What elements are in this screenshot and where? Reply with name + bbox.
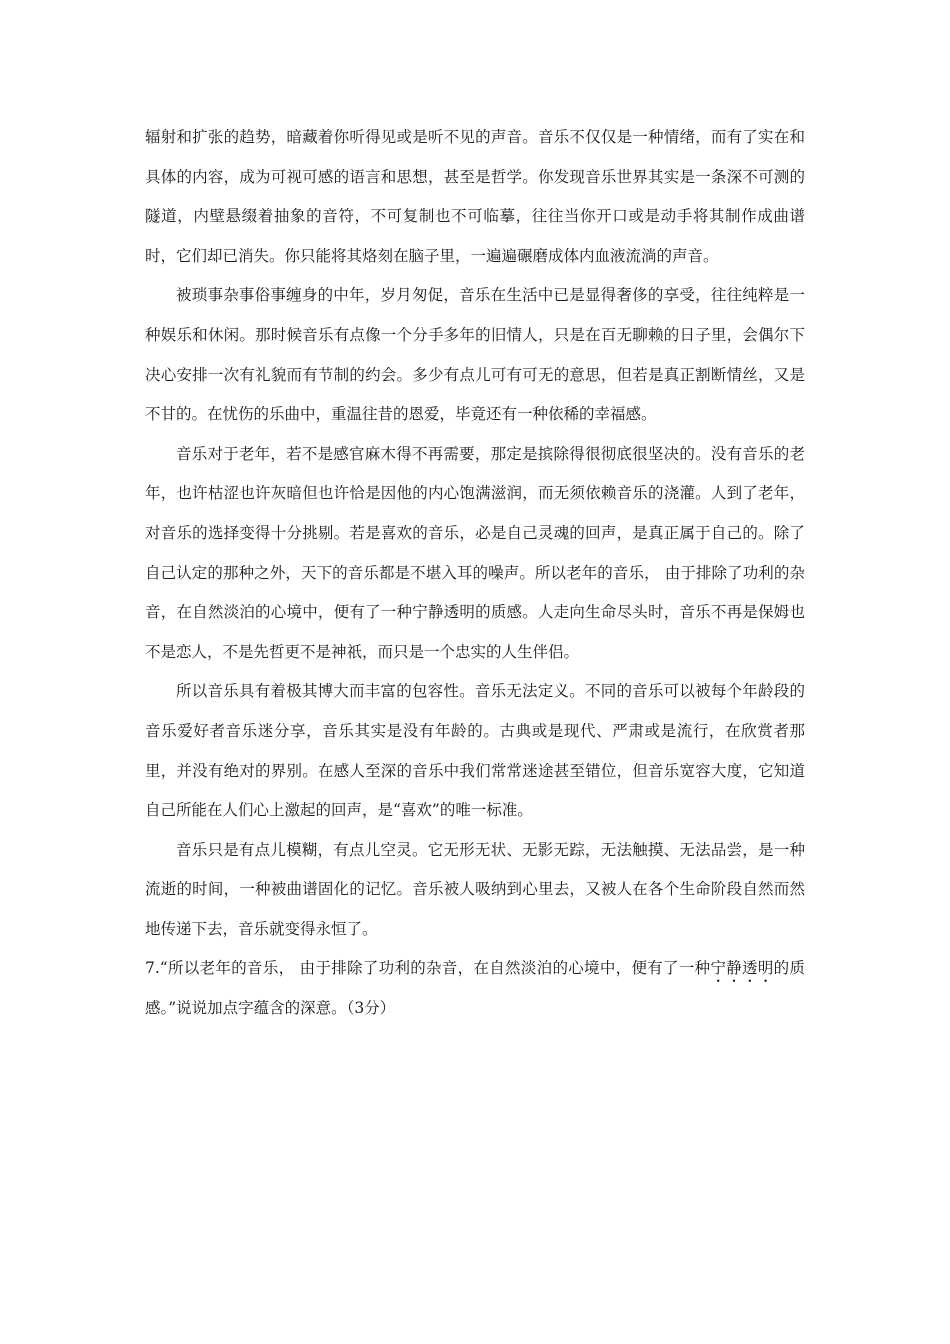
paragraph-4: 所以音乐具有着极其博大而丰富的包容性。音乐无法定义。不同的音乐可以被每个年龄段的音乐爱好者音乐迷分享，音乐其实是没有年龄的。古典或是现代、严肃或是流行，在欣赏者那里，并没有绝对的界别。在感人至深的音乐中我们常常迷途甚至错位，但音乐宽容大度，它知道自己所能在人们心上激起的回声，是“喜欢”的唯一标准。 [145, 682, 805, 820]
document-page [145, 118, 805, 1029]
paragraph-5: 音乐只是有点儿模糊，有点儿空灵。它无形无状、无影无踪，无法触摸、无法品尝，是一种流逝的时间，一种被曲谱固化的记忆。音乐被人吸纳到心里去，又被人在各个生命阶段自然而然地传递下去，音乐就变得永恒了。 [145, 840, 805, 938]
question-7-suffix: 的质感。”说说加点字蕴含的深意。（3分） [145, 959, 805, 1018]
paragraph-3: 音乐对于老年，若不是感官麻木得不再需要，那定是摈除得很彻底很坚决的。没有音乐的老年，也许枯涩也许灰暗但也许恰是因他的内心饱满滋润，而无须依赖音乐的浇灌。人到了老年，对音乐的选择变得十分挑剔。若是喜欢的音乐，必是自己灵魂的回声，是真正属于自己的。除了自己认定的那种之外，天下的音乐都是不堪入耳的噪声。所以老年的音乐， 由于排除了功利的杂音，在自然淡泊的心境中，便有了一种宁静透明的质感。人走向生命尽头时，音乐不再是保姆也不是恋人，不是先哲更不是神祇，而只是一个忠实的人生伴侣。 [145, 444, 805, 661]
question-7-prefix: 7.“所以老年的音乐， 由于排除了功利的杂音，在自然淡泊的心境中，便有了一种 [145, 959, 711, 978]
question-7 [145, 949, 805, 1028]
paragraph-2: 被琐事杂事俗事缠身的中年，岁月匆促，音乐在生活中已是显得奢侈的享受，往往纯粹是一种娱乐和休闲。那时候音乐有点像一个分手多年的旧情人，只是在百无聊赖的日子里，会偶尔下决心安排一次有礼貌而有节制的约会。多少有点儿可有可无的意思，但若是真正割断情丝，又是不甘的。在忧伤的乐曲中，重温往昔的恩爱，毕竟还有一种依稀的幸福感。 [145, 286, 805, 424]
question-7-emphasized-words: 宁静透明 [710, 959, 774, 978]
paragraph-1: 辐射和扩张的趋势，暗藏着你听得见或是听不见的声音。音乐不仅仅是一种情绪，而有了实在和具体的内容，成为可视可感的语言和思想，甚至是哲学。你发现音乐世界其实是一条深不可测的隧道，内壁悬缀着抽象的音符，不可复制也不可临摹，往往当你开口或是动手将其制作成曲谱时，它们却已消失。你只能将其烙刻在脑子里，一遍遍碾磨成体内血液流淌的声音。 [145, 128, 805, 265]
